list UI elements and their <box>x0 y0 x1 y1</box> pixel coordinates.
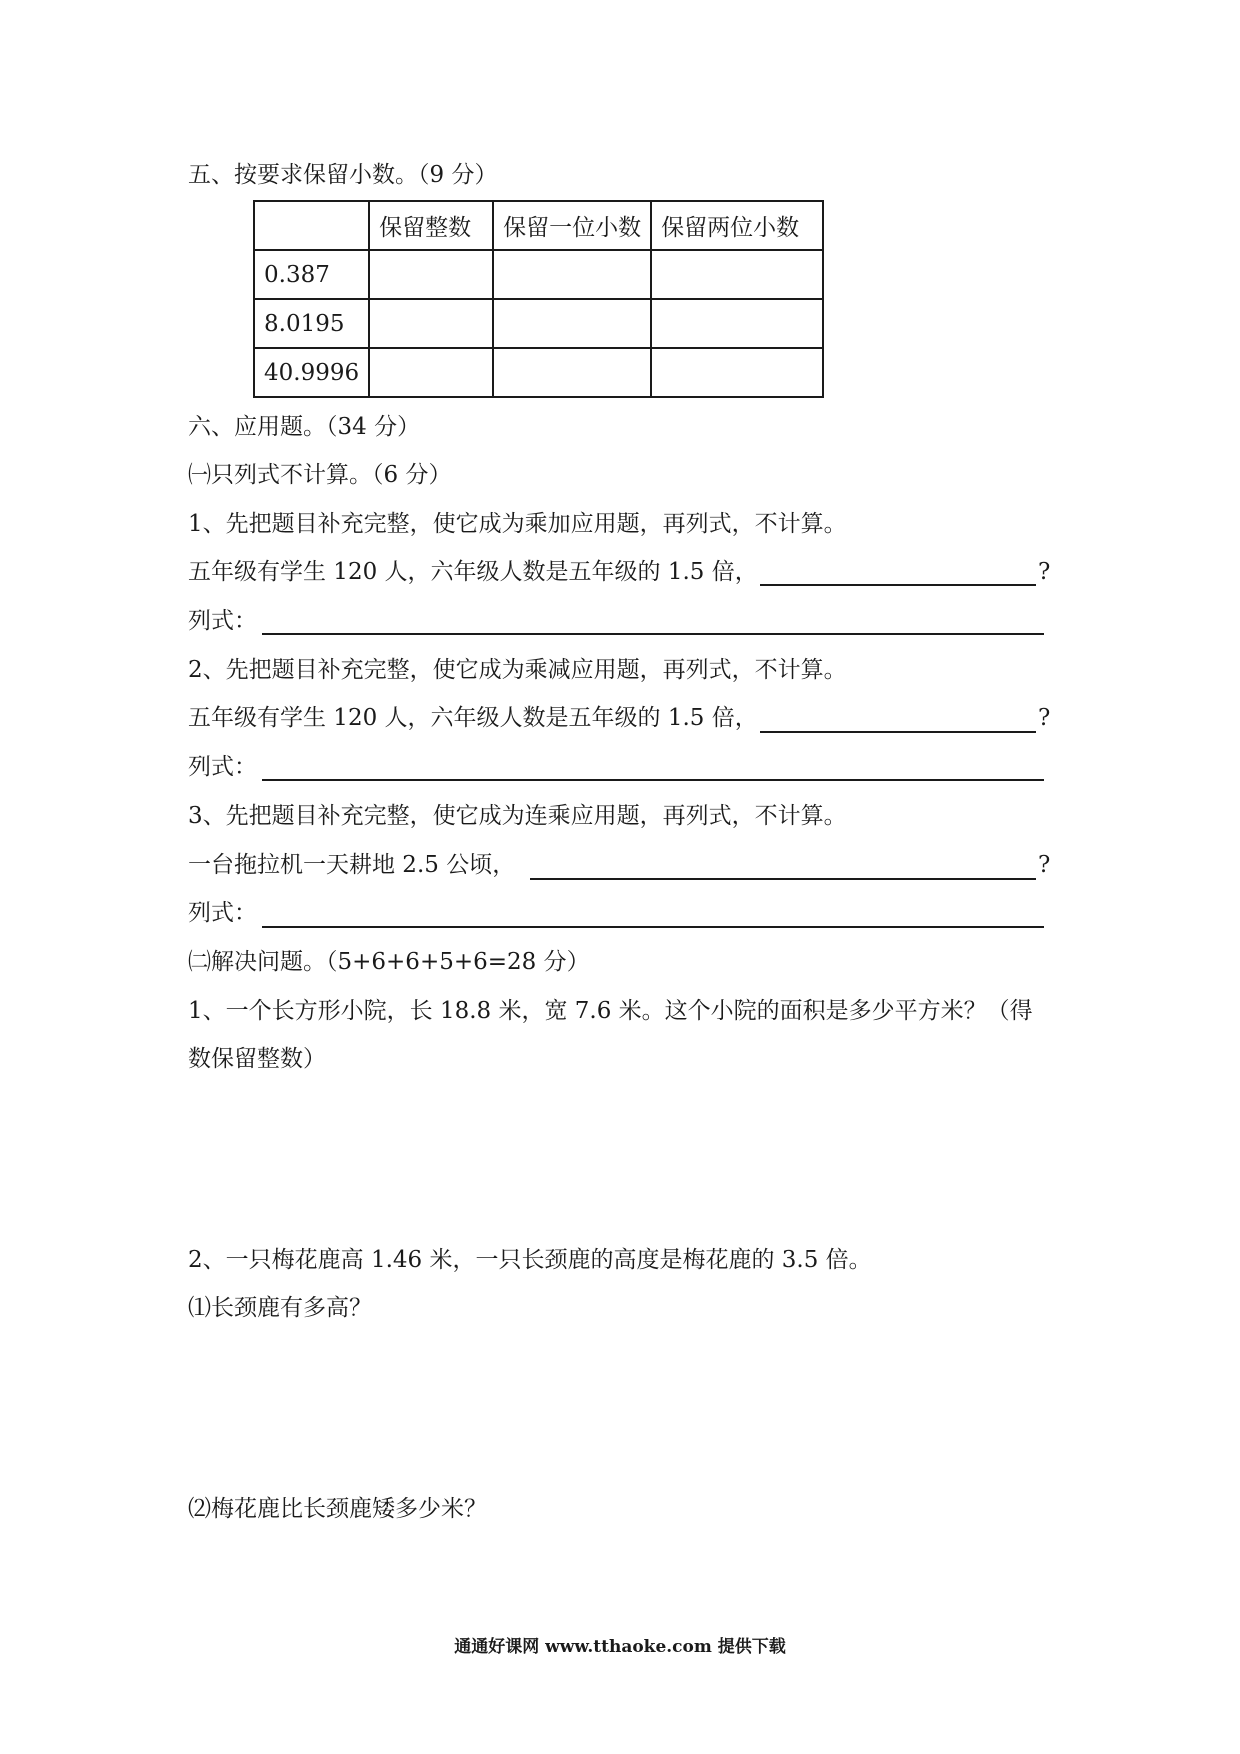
question-1-prompt: 1、先把题目补充完整，使它成为乘加应用题，再列式，不计算。 <box>188 511 847 537</box>
question-3-formula-blank[interactable] <box>262 926 1044 928</box>
part2-question-1-line1: 1、一个长方形小院，长 18.8 米，宽 7.6 米。这个小院的面积是多少平方米？（得 <box>188 998 1033 1024</box>
table-cell-answer <box>369 299 493 348</box>
table-cell-answer <box>493 299 651 348</box>
table-cell-answer <box>493 250 651 299</box>
question-3-prompt: 3、先把题目补充完整，使它成为连乘应用题，再列式，不计算。 <box>188 803 847 829</box>
table-cell-answer <box>651 348 823 397</box>
table-row <box>254 250 823 299</box>
table-cell-answer <box>651 299 823 348</box>
part2-title: ㈡解决问题。（5+6+6+5+6=28 分） <box>188 949 590 975</box>
part2-question-2-sub1: ⑴长颈鹿有多高？ <box>188 1295 372 1321</box>
question-3-qmark: ? <box>1038 852 1051 878</box>
table-header-cell: 保留两位小数 <box>651 201 823 250</box>
table-header-cell: 保留一位小数 <box>493 201 651 250</box>
question-2-answer-blank[interactable] <box>760 731 1036 733</box>
question-1-formula-blank[interactable] <box>262 633 1044 635</box>
table-row <box>254 299 823 348</box>
question-1-qmark: ? <box>1038 559 1051 585</box>
table-cell-answer <box>493 348 651 397</box>
question-2-formula-blank[interactable] <box>262 779 1044 781</box>
part2-question-2-sub2: ⑵梅花鹿比长颈鹿矮多少米？ <box>188 1496 487 1522</box>
footer-credit: 通通好课网 www.tthaoke.com 提供下载 <box>454 1637 786 1657</box>
rounding-table <box>253 200 824 398</box>
table-cell-answer <box>651 250 823 299</box>
table-cell-answer <box>369 348 493 397</box>
question-1-answer-blank[interactable] <box>760 584 1036 586</box>
question-2-qmark: ? <box>1038 705 1051 731</box>
question-2-prompt: 2、先把题目补充完整，使它成为乘减应用题，再列式，不计算。 <box>188 657 847 683</box>
question-3-formula-label: 列式： <box>188 900 257 926</box>
table-row <box>254 348 823 397</box>
question-1-stem: 五年级有学生 120 人，六年级人数是五年级的 1.5 倍， <box>188 559 758 585</box>
table-header-cell: 保留整数 <box>369 201 493 250</box>
table-cell-number: 8.0195 <box>254 299 369 348</box>
part2-question-2: 2、一只梅花鹿高 1.46 米，一只长颈鹿的高度是梅花鹿的 3.5 倍。 <box>188 1247 872 1273</box>
part2-question-1-line2: 数保留整数） <box>188 1046 326 1072</box>
question-2-formula-label: 列式： <box>188 754 257 780</box>
table-header-row <box>254 201 823 250</box>
table-cell-number: 0.387 <box>254 250 369 299</box>
question-3-stem: 一台拖拉机一天耕地 2.5 公顷， <box>188 852 516 878</box>
section6-title: 六、应用题。（34 分） <box>188 414 421 440</box>
question-2-stem: 五年级有学生 120 人，六年级人数是五年级的 1.5 倍， <box>188 705 758 731</box>
table-cell-answer <box>369 250 493 299</box>
part1-title: ㈠只列式不计算。（6 分） <box>188 462 452 488</box>
question-3-answer-blank[interactable] <box>530 878 1036 880</box>
table-header-cell <box>254 201 369 250</box>
question-1-formula-label: 列式： <box>188 608 257 634</box>
table-cell-number: 40.9996 <box>254 348 369 397</box>
section5-title: 五、按要求保留小数。（9 分） <box>188 162 498 188</box>
